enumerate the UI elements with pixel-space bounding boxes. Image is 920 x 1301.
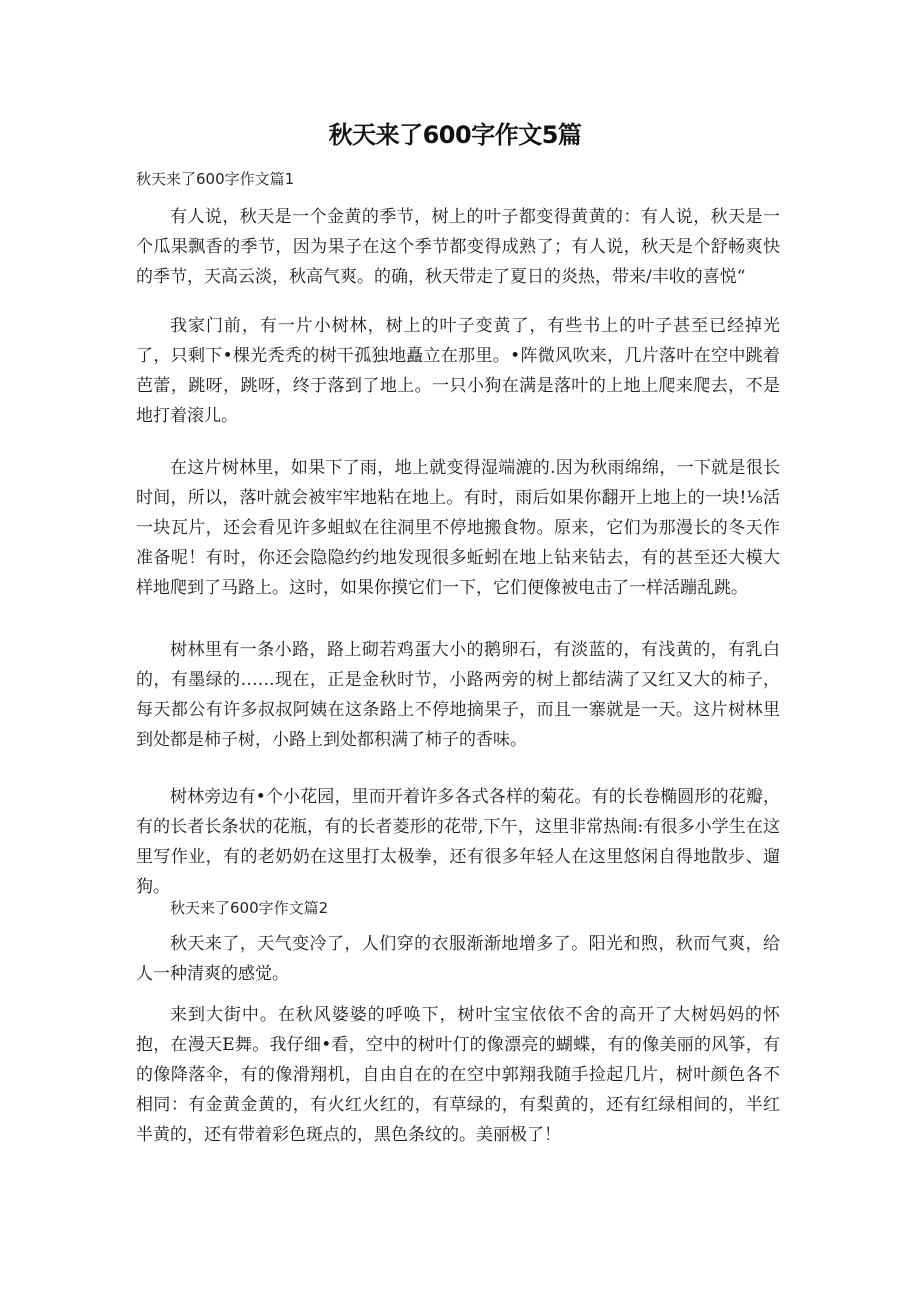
paragraph-1-3: 在这片树林里，如果下了雨，地上就变得湿端漉的.因为秋雨绵绵，一下就是很长时间，所以，落叶就会被牢牢地粘在地上。有时，雨后如果你翻开上地上的一块!⅛活一块瓦片，还会看见许多蛆蚁在往洞里不停地搬食物。原来，它们为那漫长的冬天作准备呢！有时，你还会隐隐约约地发现很多蚯蚓在地上钻来钻去，有的甚至还大模大样地爬到了马路上。这时，如果你摸它们一下，它们便像被电击了一样活蹦乱跳。 (136, 458, 780, 598)
paragraph-2-1: 秋天来了，天气变冷了，人们穿的衣服渐渐地增多了。阳光和煦，秋而气爽，给人一种清爽的感觉。 (136, 934, 780, 984)
document-title: 秋天来了600字作文5篇 (328, 121, 582, 149)
section-heading-2: 秋天来了600字作文篇2 (170, 899, 329, 917)
paragraph-2-2: 来到大街中。在秋风婆婆的呼唤下，树叶宝宝依依不舍的高开了大树妈妈的怀抱，在漫天E舞。我仔细•看，空中的树叶仃的像漂亮的蝴蝶，有的像美丽的风筝，有的像降落伞，有的像滑翔机，自由自在的在空中郭翔我随手捡起几片，树叶颜色各不相同：有金黄金黄的，有火红火红的，有草绿的，有梨黄的，还有红绿相间的，半红半黄的，还有带着彩色斑点的，黑色条纹的。美丽极了！ (136, 1005, 780, 1145)
paragraph-1-1: 有人说，秋天是一个金黄的季节，树上的叶子都变得黄黄的：有人说，秋天是一个瓜果飘香的季节，因为果子在这个季节都变得成熟了；有人说，秋天是个舒畅爽快的季节，天高云淡，秋高气爽。的确，秋天带走了夏日的炎热，带来/丰收的喜悦“ (136, 207, 780, 287)
paragraph-1-2: 我家门前，有一片小树林，树上的叶子变黄了，有些书上的叶子甚至已经掉光了，只剩下•棵光秃秃的树干孤独地矗立在那里。•阵微风吹来，几片落叶在空中跳着芭蕾，跳呀，跳呀，终于落到了地上。一只小狗在满是落叶的上地上爬来爬去，不是地打着滚儿。 (136, 316, 780, 426)
section-heading-1: 秋天来了600字作文篇1 (136, 170, 295, 188)
paragraph-1-5: 树林旁边有•个小花园，里而开着许多各式各样的菊花。有的长卷椭圆形的花瓣，有的长者长条状的花瓶，有的长者菱形的花带,下午，这里非常热闹:有很多小学生在这里写作业，有的老奶奶在这里打太极拳，还有很多年轻人在这里悠闲自得地散步、遛狗。 (136, 787, 780, 897)
paragraph-1-4: 树林里有一条小路，路上砌若鸡蛋大小的鹅卵石，有淡蓝的，有浅黄的，有乳白的，有墨绿的……现在，正是金秋时节，小路两旁的树上都结满了又红又大的柿子，每天都公有许多叔叔阿姨在这条路上不停地摘果子，而且一寨就是一天。这片树林里到处都是柿子树，小路上到处都积满了柿子的香味。 (136, 640, 780, 750)
